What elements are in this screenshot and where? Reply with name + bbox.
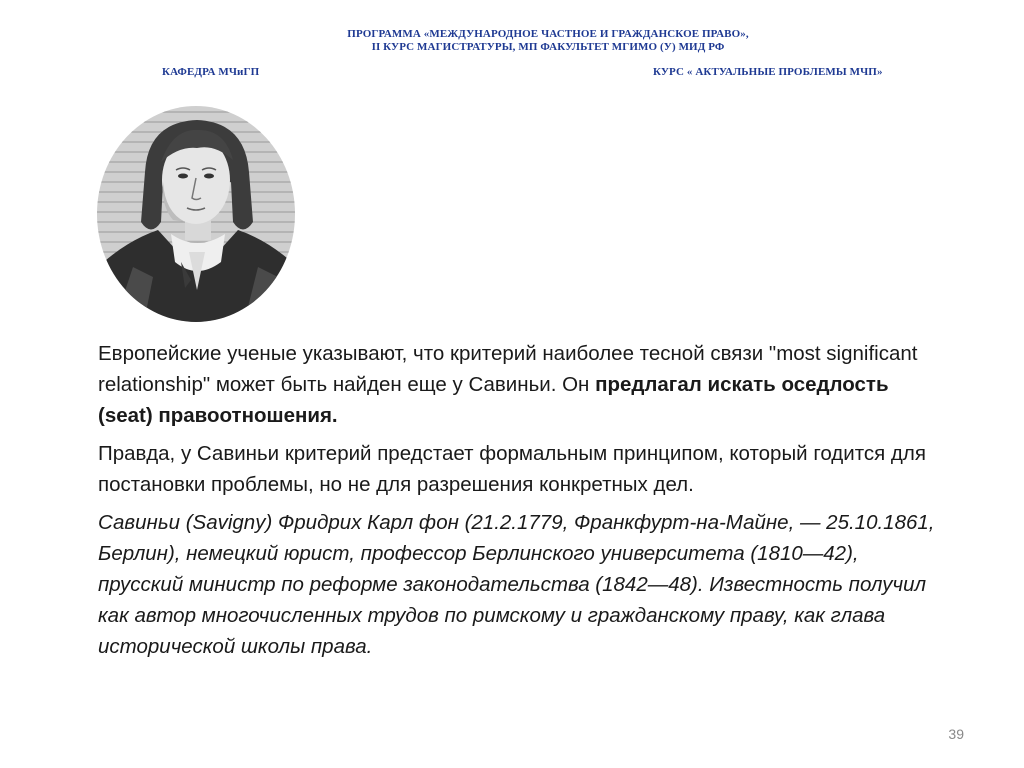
department-label: КАФЕДРА МЧиГП [162, 66, 260, 78]
course-label: КУРС « АКТУАЛЬНЫЕ ПРОБЛЕМЫ МЧП» [653, 66, 883, 78]
program-title-line-2: II КУРС МАГИСТРАТУРЫ, МП ФАКУЛЬТЕТ МГИМО (У) МИД РФ [371, 41, 725, 53]
portrait-engraving-icon [93, 102, 302, 327]
slide-body [98, 338, 948, 669]
paragraph-most-significant-relationship [98, 338, 948, 431]
paragraph-savigny-biography: Савиньи (Savigny) Фридрих Карл фон (21.2.1779, Франкфурт-на-Майне, — 25.10.1861, Берлин), немецкий юрист, профессор Берлинского университета (1810—42), прусский министр по реформе законодательства (1842—48). Известность получил как автор многочисленных трудов по римскому и гражданскому праву, как глава исторической школы права. [98, 511, 935, 658]
paragraph-formal-principle: Правда, у Савиньи критерий предстает формальным принципом, который годится для постановки проблемы, но не для разрешения конкретных дел. [98, 442, 926, 496]
paragraph-1-text: Европейские ученые указывают, что критерий наиболее тесной связи "most significant relationship" может быть найден еще у Савиньи. Он [98, 342, 918, 396]
page-number: 39 [948, 726, 964, 742]
savigny-portrait [93, 102, 302, 327]
program-title-line-1: ПРОГРАММА «МЕЖДУНАРОДНОЕ ЧАСТНОЕ И ГРАЖДАНСКОЕ ПРАВО», [347, 28, 749, 40]
paragraph-1-bold: предлагал искать оседлость (seat) правоотношения. [98, 373, 889, 427]
